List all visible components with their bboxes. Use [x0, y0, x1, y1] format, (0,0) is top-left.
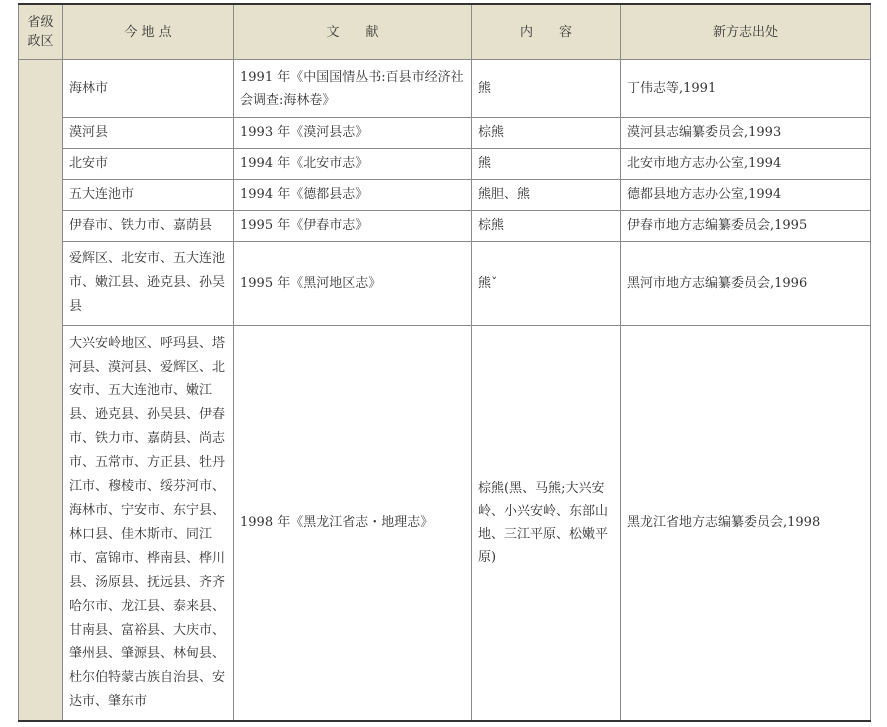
content-cell: 棕熊 — [472, 118, 621, 149]
header-document: 文 献 — [234, 4, 472, 60]
table-row — [19, 325, 871, 721]
document-cell: 1993 年《漠河县志》 — [234, 118, 472, 149]
table-row — [19, 60, 871, 118]
document-cell: 1991 年《中国国情丛书:百县市经济社会调查:海林卷》 — [234, 60, 472, 118]
place-cell: 北安市 — [63, 148, 234, 179]
document-cell: 1994 年《德都县志》 — [234, 179, 472, 210]
place-cell: 伊春市、铁力市、嘉荫县 — [63, 210, 234, 241]
table-row — [19, 148, 871, 179]
header-row — [19, 4, 871, 60]
content-cell: 熊胆、熊 — [472, 179, 621, 210]
source-cell: 北安市地方志办公室,1994 — [621, 148, 871, 179]
source-cell: 漠河县志编纂委员会,1993 — [621, 118, 871, 149]
source-cell: 黑河市地方志编纂委员会,1996 — [621, 241, 871, 325]
header-province: 省级政区 — [19, 4, 63, 60]
source-cell: 丁伟志等,1991 — [621, 60, 871, 118]
content-cell: 棕熊(黑、马熊;大兴安岭、小兴安岭、东部山地、三江平原、松嫩平原) — [472, 325, 621, 721]
source-cell: 黑龙江省地方志编纂委员会,1998 — [621, 325, 871, 721]
source-cell: 伊春市地方志编纂委员会,1995 — [621, 210, 871, 241]
content-cell: 棕熊 — [472, 210, 621, 241]
place-cell: 五大连池市 — [63, 179, 234, 210]
header-place: 今 地 点 — [63, 4, 234, 60]
table-row — [19, 179, 871, 210]
table-row — [19, 210, 871, 241]
table-row — [19, 118, 871, 149]
document-cell: 1995 年《伊春市志》 — [234, 210, 472, 241]
source-cell: 德都县地方志办公室,1994 — [621, 179, 871, 210]
content-cell: 熊 — [472, 60, 621, 118]
province-cell — [19, 60, 63, 722]
content-cell: 熊ˇ — [472, 241, 621, 325]
document-cell: 1994 年《北安市志》 — [234, 148, 472, 179]
records-table — [18, 3, 871, 722]
place-cell: 漠河县 — [63, 118, 234, 149]
header-source: 新方志出处 — [621, 4, 871, 60]
place-cell: 大兴安岭地区、呼玛县、塔河县、漠河县、爱辉区、北安市、五大连池市、嫩江县、逊克县、孙吴县、伊春市、铁力市、嘉荫县、尚志市、五常市、方正县、牡丹江市、穆棱市、绥芬河市、海林市、宁安市、东宁县、林口县、佳木斯市、同江市、富锦市、桦南县、桦川县、汤原县、抚远县、齐齐哈尔市、龙江县、泰来县、甘南县、富裕县、大庆市、肇州县、肇源县、林甸县、杜尔伯特蒙古族自治县、安达市、肇东市 — [63, 325, 234, 721]
document-cell: 1998 年《黑龙江省志・地理志》 — [234, 325, 472, 721]
document-cell: 1995 年《黑河地区志》 — [234, 241, 472, 325]
content-cell: 熊 — [472, 148, 621, 179]
table-row — [19, 241, 871, 325]
header-content: 内 容 — [472, 4, 621, 60]
place-cell: 海林市 — [63, 60, 234, 118]
place-cell: 爱辉区、北安市、五大连池市、嫩江县、逊克县、孙吴县 — [63, 241, 234, 325]
